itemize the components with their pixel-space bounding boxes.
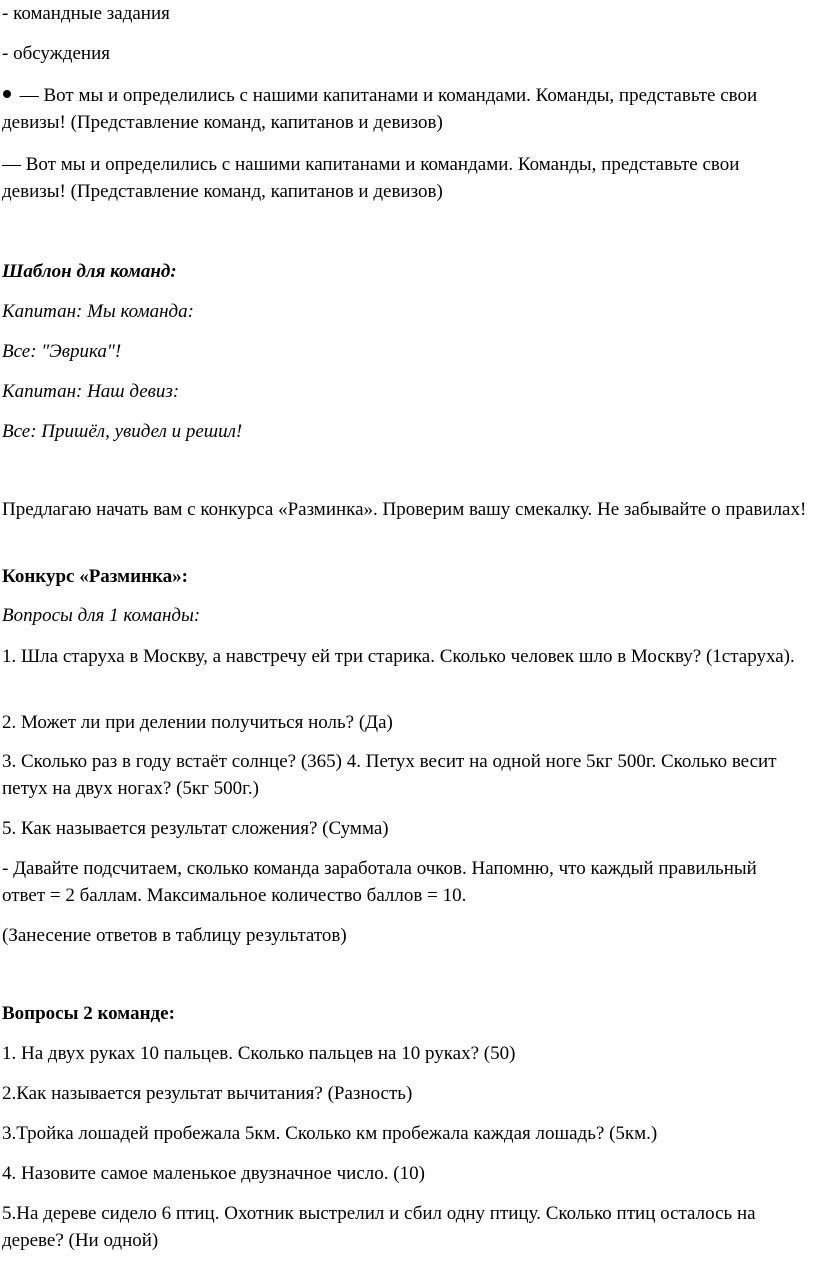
- score-explanation: - Давайте подсчитаем, сколько команда заработала очков. Напомню, что каждый правильный ответ = 2 баллам. Максимальное количество баллов = 10.: [2, 858, 757, 906]
- list-item-discussions: - обсуждения: [2, 43, 110, 64]
- template-line-captain-2: Капитан: Наш девиз:: [2, 381, 180, 402]
- template-heading: Шаблон для команд:: [2, 261, 177, 282]
- bullet-icon: [3, 90, 11, 98]
- contest-heading: Конкурс «Разминка»:: [2, 566, 189, 587]
- team1-question-1: 1. Шла старуха в Москву, а навстречу ей три старика. Сколько человек шло в Москву? (1старуха).: [2, 646, 795, 667]
- paragraph-mottos-repeat: — Вот мы и определились с нашими капитанами и командами. Команды, представьте свои девизы! (Представление команд, капитанов и девизов): [2, 154, 740, 202]
- team1-question-3-4: 3. Сколько раз в году встаёт солнце? (365) 4. Петух весит на одной ноге 5кг 500г. Сколько весит петух на двух ногах? (5кг 500г.): [2, 751, 777, 799]
- paragraph-text: — Вот мы и определились с нашими капитанами и командами. Команды, представьте свои девизы! (Представление команд, капитанов и девизов): [2, 85, 758, 133]
- template-line-all-1: Все: "Эврика"!: [2, 341, 122, 362]
- team1-question-5: 5. Как называется результат сложения? (Сумма): [2, 818, 389, 839]
- team1-question-2: 2. Может ли при делении получиться ноль? (Да): [2, 712, 393, 733]
- results-table-note: (Занесение ответов в таблицу результатов): [2, 925, 347, 946]
- template-line-captain-1: Капитан: Мы команда:: [2, 301, 194, 322]
- bullet-paragraph-mottos: [2, 82, 802, 136]
- team1-questions-heading: Вопросы для 1 команды:: [2, 605, 201, 626]
- team2-question-2: 2.Как называется результат вычитания? (Разность): [2, 1083, 413, 1104]
- team2-question-4: 4. Назовите самое маленькое двузначное число. (10): [2, 1163, 425, 1184]
- template-line-all-2: Все: Пришёл, увидел и решил!: [2, 421, 243, 442]
- team2-question-3: 3.Тройка лошадей пробежала 5км. Сколько км пробежала каждая лошадь? (5км.): [2, 1123, 658, 1144]
- intro-warmup-paragraph: Предлагаю начать вам с конкурса «Разминка». Проверим вашу смекалку. Не забывайте о правилах!: [2, 499, 807, 520]
- team2-questions-heading: Вопросы 2 команде:: [2, 1003, 175, 1024]
- team2-question-5: 5.На дереве сидело 6 птиц. Охотник выстрелил и сбил одну птицу. Сколько птиц осталось на дереве? (Ни одной): [2, 1203, 756, 1251]
- team2-question-1: 1. На двух руках 10 пальцев. Сколько пальцев на 10 руках? (50): [2, 1043, 516, 1064]
- list-item-team-tasks: - командные задания: [2, 3, 170, 24]
